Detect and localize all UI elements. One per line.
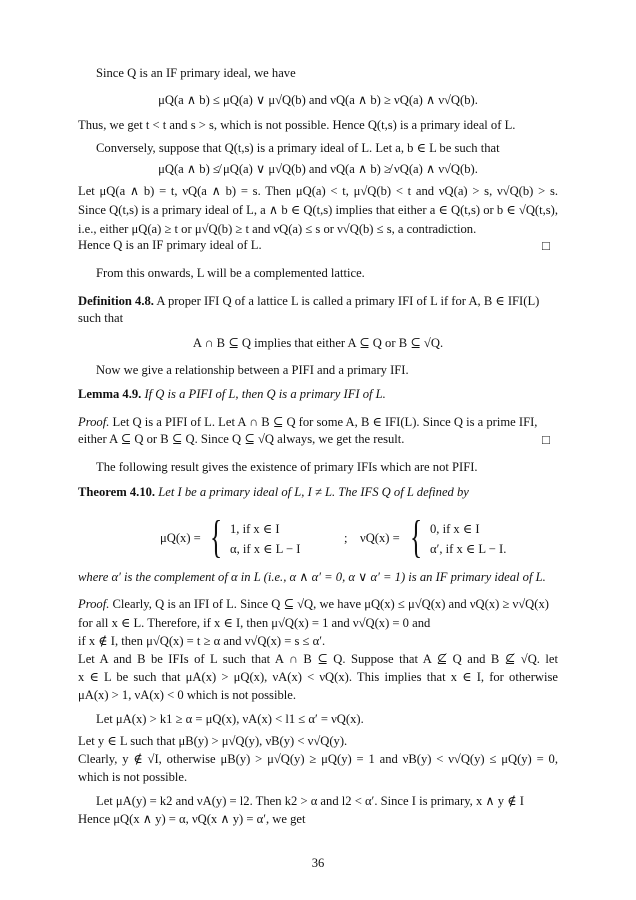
text-line: Since Q(t,s) is a primary ideal of L, a ∧ b ∈ Q(t,s) implies that either a ∈ Q(t,s) or b ∈ √Q(t,s), (78, 203, 558, 217)
text-line: Let μA(x) > k1 ≥ α = μQ(x), νA(x) < l1 ≤ α′ = νQ(x). (96, 712, 364, 726)
mu-case-1: 1, if x ∈ I (230, 522, 280, 536)
text-line: Hence Q is an IF primary ideal of L. (78, 238, 262, 252)
mu-case-2: α, if x ∈ L − I (230, 542, 301, 556)
text-line: Now we give a relationship between a PIFI and a primary IFI. (96, 363, 409, 377)
text-line: The following result gives the existence of primary IFIs which are not PIFI. (96, 460, 478, 474)
text-line: Let y ∈ L such that μB(y) > μ√Q(y), νB(y) < ν√Q(y). (78, 734, 348, 748)
text-line: Let A and B be IFIs of L such that A ∩ B ⊆ Q. Suppose that A ⊈ Q and B ⊈ √Q. let (78, 652, 558, 666)
text-line: From this onwards, L will be a complemented lattice. (96, 266, 365, 280)
qed-symbol: □ (542, 432, 550, 447)
mu-lhs: μQ(x) = (160, 531, 201, 545)
text-line: Let μQ(a ∧ b) = t, νQ(a ∧ b) = s. Then μQ(a) < t, μ√Q(b) < t and νQ(a) > s, ν√Q(b) > s. (78, 184, 558, 198)
proof-text: Let Q is a PIFI of L. Let A ∩ B ⊆ Q for some A, B ∈ IFI(L). Since Q is a prime IFI, (112, 415, 538, 429)
text-line: which is not possible. (78, 770, 188, 784)
text-line: x ∈ L be such that μA(x) > μQ(x), νA(x) < νQ(x). This implies that x ∈ I, for otherwise (78, 670, 558, 684)
qed-symbol: □ (542, 238, 550, 253)
text-line: such that (78, 311, 124, 325)
display-equation: μQ(a ∧ b) ≤ μQ(a) ∨ μ√Q(b) and νQ(a ∧ b) ≥ νQ(a) ∧ ν√Q(b). (158, 93, 478, 107)
proof-line (78, 597, 558, 612)
text-line: where α′ is the complement of α in L (i.e., α ∧ α′ = 0, α ∨ α′ = 1) is an IF primary ideal of L. (78, 570, 546, 584)
nu-case-2: α′, if x ∈ L − I. (430, 542, 507, 556)
text-line: Hence μQ(x ∧ y) = α, νQ(x ∧ y) = α′, we get (78, 812, 306, 826)
proof-line (78, 415, 558, 430)
separator: ; (344, 531, 348, 545)
display-equation: A ∩ B ⊆ Q implies that either A ⊆ Q or B ⊆ √Q. (192, 336, 444, 350)
text-line: i.e., either μQ(a) ≥ t or μ√Q(b) ≥ t and νQ(a) ≤ s or ν√Q(b) ≤ s, a contradiction. (78, 222, 477, 236)
piecewise-definition (160, 512, 520, 566)
text-line: Since Q is an IF primary ideal, we have (96, 66, 296, 80)
lemma-heading: Lemma 4.9. (78, 387, 142, 401)
lemma-text: If Q is a PIFI of L, then Q is a primary IFI of L. (144, 387, 386, 401)
definition-line (78, 294, 558, 309)
text-line: Let μA(y) = k2 and νA(y) = l2. Then k2 > α and l2 < α′. Since I is primary, x ∧ y ∉ I (96, 794, 524, 808)
theorem-heading: Theorem 4.10. (78, 485, 156, 499)
definition-text: A proper IFI Q of a lattice L is called a primary IFI of L if for A, B ∈ IFI(L) (156, 294, 540, 308)
left-brace-icon: { (410, 511, 423, 562)
text-line: for all x ∈ L. Therefore, if x ∈ I, then μ√Q(x) = 1 and ν√Q(x) = 0 and (78, 616, 431, 630)
theorem-text: Let I be a primary ideal of L, I ≠ L. The IFS Q of L defined by (158, 485, 469, 499)
nu-case-1: 0, if x ∈ I (430, 522, 480, 536)
text-line: μA(x) > 1, νA(x) < 0 which is not possible. (78, 688, 296, 702)
proof-text: Clearly, Q is an IFI of L. Since Q ⊆ √Q, we have μQ(x) ≤ μ√Q(x) and νQ(x) ≥ ν√Q(x) (112, 597, 549, 611)
display-equation: μQ(a ∧ b) ≰ μQ(a) ∨ μ√Q(b) and νQ(a ∧ b) ≱ νQ(a) ∧ ν√Q(b). (158, 162, 478, 176)
proof-label: Proof. (78, 415, 110, 429)
nu-lhs: νQ(x) = (360, 531, 400, 545)
page-number: 36 (311, 856, 325, 870)
theorem-line (78, 485, 558, 500)
text-line: Clearly, y ∉ √I, otherwise μB(y) > μ√Q(y) ≥ μQ(y) = 1 and νB(y) < ν√Q(y) ≤ μQ(y) = 0, (78, 752, 558, 766)
left-brace-icon: { (210, 511, 223, 562)
lemma-line (78, 387, 558, 402)
text-line: either A ⊆ Q or B ⊆ Q. Since Q ⊆ √Q always, we get the result. (78, 432, 405, 446)
text-line: Conversely, suppose that Q(t,s) is a primary ideal of L. Let a, b ∈ L be such that (96, 141, 500, 155)
proof-label: Proof. (78, 597, 110, 611)
definition-heading: Definition 4.8. (78, 294, 154, 308)
text-line: Thus, we get t < t and s > s, which is not possible. Hence Q(t,s) is a primary ideal of L. (78, 118, 516, 132)
text-line: if x ∉ I, then μ√Q(x) = t ≥ α and ν√Q(x) = s ≤ α′. (78, 634, 326, 648)
